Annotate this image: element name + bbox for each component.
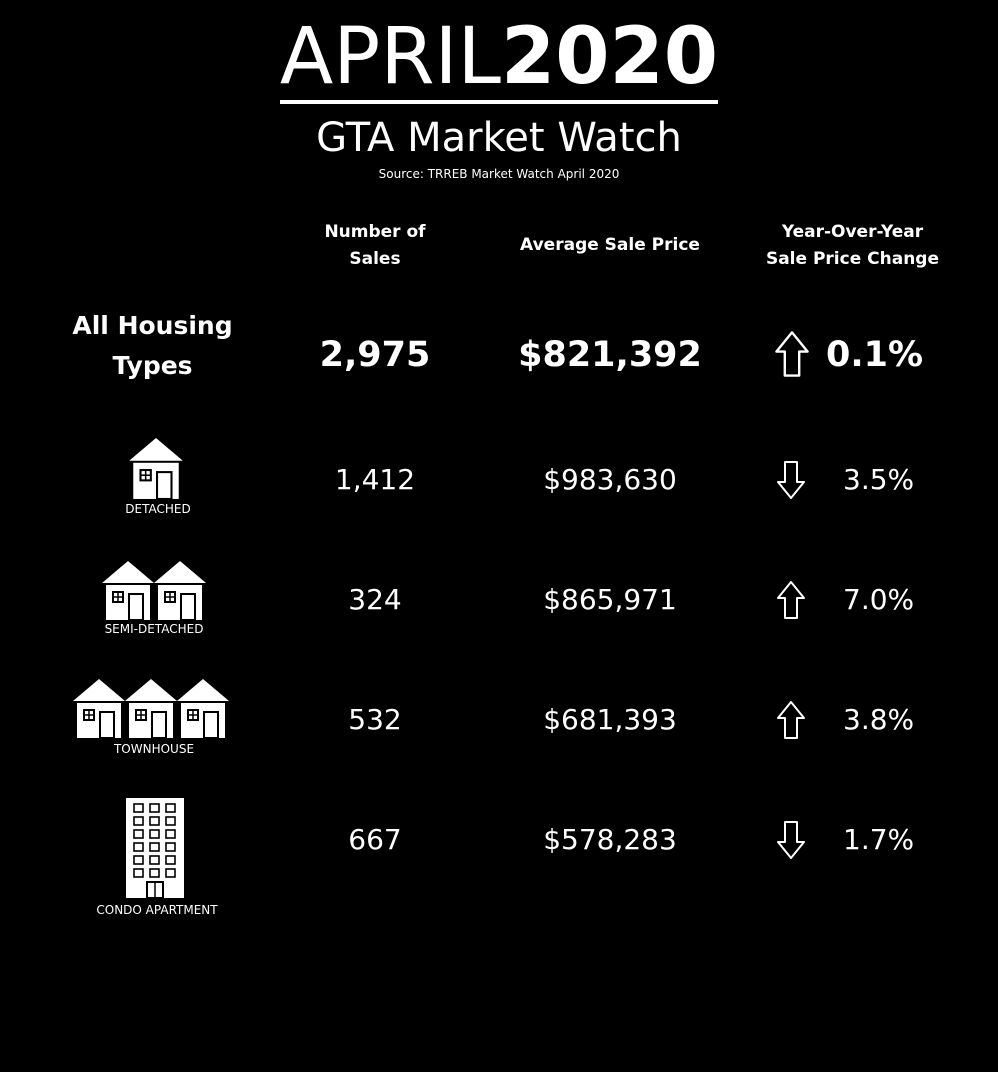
condo-sales: 667 [348,823,402,856]
townhouse-change: 3.8% [843,703,915,736]
title-year: 2020 [500,12,719,102]
detached-sales: 1,412 [334,463,416,496]
semi-detached-price: $865,971 [543,583,677,616]
semi-detached-sales: 324 [348,583,402,616]
townhouse-sales: 532 [348,703,402,736]
arrow-up-icon [776,700,806,740]
semi-detached-label: SEMI-DETACHED [104,622,204,636]
arrow-up-icon [776,580,806,620]
detached-price: $983,630 [543,463,677,496]
condo-apartment-label: CONDO APARTMENT [96,903,218,917]
semi-detached-change: 7.0% [843,583,915,616]
detached-house-icon [127,438,185,500]
condo-price: $578,283 [543,823,677,856]
all-housing-change: 0.1% [826,335,924,375]
semi-detached-house-icon [102,560,206,622]
townhouse-icon [73,678,229,740]
condo-change: 1.7% [843,823,915,856]
detached-label: DETACHED [125,502,191,516]
condo-building-icon [126,798,184,898]
header-average-sale-price: Average Sale Price [520,235,700,255]
header-number-of-sales: Number of Sales [324,222,426,269]
townhouse-price: $681,393 [543,703,677,736]
detached-change: 3.5% [843,463,915,496]
arrow-up-icon [771,330,813,378]
header-yoy-change: Year-Over-Year Sale Price Change [765,222,940,269]
title-month: APRIL [279,12,501,102]
all-housing-sales: 2,975 [319,335,431,375]
arrow-down-icon [776,460,806,500]
townhouse-label: TOWNHOUSE [113,742,195,756]
all-housing-types-label: All Housing Types [72,311,233,380]
source-note: Source: TRREB Market Watch April 2020 [378,167,620,181]
arrow-down-icon [776,820,806,860]
page-title [0,14,998,104]
all-housing-price: $821,392 [518,335,702,375]
subtitle: GTA Market Watch [316,115,682,161]
